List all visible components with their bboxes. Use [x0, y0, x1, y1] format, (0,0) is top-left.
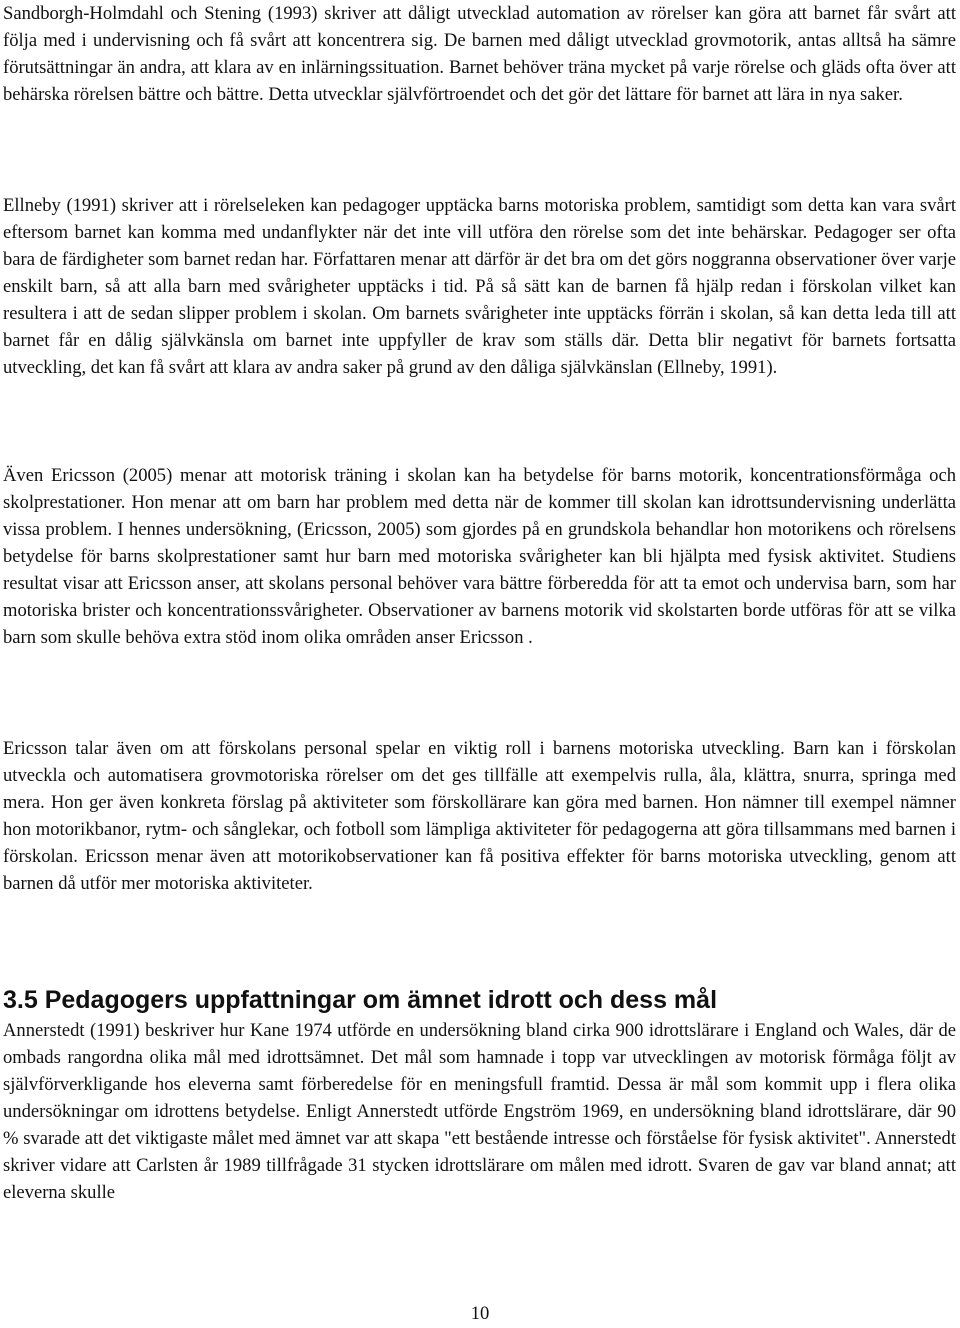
paragraph-ericsson-2005: Även Ericsson (2005) menar att motorisk träning i skolan kan ha betydelse för barns motorik, koncentrationsförmåga och skolprestationer. Hon menar att om barn har problem med detta när de kommer till skolan kan idrottsundervisning underlätta vissa problem. I hennes undersökning, (Ericsson, 2005) som gjordes på en grundskola behandlar hon motorikens och rörelsens betydelse för barns skolprestationer samt hur barn med motoriska svårigheter kan bli hjälpta med fysisk aktivitet. Studiens resultat visar att Ericsson anser, att skolans personal behöver vara bättre förberedda för att ta emot och undervisa barn, som har motoriska brister och koncentrationssvårigheter. Observationer av barnens motorik vid skolstarten borde utföras för att se vilka barn som skulle behöva extra stöd inom olika områden anser Ericsson .: [3, 465, 956, 648]
paragraph-sandborgh: Sandborgh-Holmdahl och Stening (1993) skriver att dåligt utvecklad automation av rörelser kan göra att barnet får svårt att följa med i undervisning och få svårt att koncentrera sig. De barnen med dåligt utvecklad grovmotorik, antas alltså ha sämre förutsättningar än andra, att klara av en inlärningssituation. Barnet behöver träna mycket på varje rörelse och gläds ofta över att behärska rörelsen bättre och bättre. Detta utvecklar självförtroendet och det gör det lättare för barnet att lära in nya saker.: [3, 3, 956, 105]
paragraph-ellneby: Ellneby (1991) skriver att i rörelseleken kan pedagoger upptäcka barns motoriska problem, samtidigt som detta kan vara svårt eftersom barnet kan komma med undanflykter när det inte vill utföra den rörelse som det inte behärskar. Pedagoger ser ofta bara de färdigheter som barnet redan har. Författaren menar att därför är det bra om det görs noggranna observationer över varje enskilt barn, så att alla barn med svårigheter upptäcks i tid. På så sätt kan de barnen få hjälp redan i förskolan vilket kan resultera i att de sedan slipper problem i skolan. Om barnets svårigheter inte upptäcks förrän i skolan, så kan detta leda till att barnet får en dålig självkänsla om barnet inte uppfyller de krav som ställs där. Detta blir negativt för barnets fortsatta utveckling, det kan få svårt att klara av andra saker på grund av den dåliga självkänslan (Ellneby, 1991).: [3, 195, 956, 378]
page-number: 10: [470, 1303, 490, 1324]
paragraph-annerstedt: Annerstedt (1991) beskriver hur Kane 1974 utförde en undersökning bland cirka 900 idrottslärare i England och Wales, där de ombads rangordna olika mål med idrottsämnet. Det mål som hamnade i topp var utvecklingen av motorisk förmåga följt av självförverkligande hos eleverna samt förberedelse för en meningsfull framtid. Dessa är mål som kommit upp i flera olika undersökningar om idrottens betydelse. Enligt Annerstedt utförde Engström 1969, en undersökning bland idrottslärare, där 90 % svarade att det viktigaste målet med ämnet var att skapa "ett bestående intresse och förståelse för fysisk aktivitet". Annerstedt skriver vidare att Carlsten år 1989 tillfrågade 31 stycken idrottslärare om målen med idrott. Svaren de gav var bland annat; att eleverna skulle: [3, 1020, 956, 1203]
paragraph-ericsson-forskola: Ericsson talar även om att förskolans personal spelar en viktig roll i barnens motoriska utveckling. Barn kan i förskolan utveckla och automatisera grovmotoriska rörelser om det ges tillfälle att exempelvis rulla, åla, klättra, snurra, springa med mera. Hon ger även konkreta förslag på aktiviteter som förskollärare kan göra med barnen. Hon nämner till exempel nämner hon motorikbanor, rytm- och sånglekar, och fotboll som lämpliga aktiviteter för pedagogerna att göra tillsammans med barnen i förskolan. Ericsson menar även att motorikobservationer kan få positiva effekter för barns motoriska utveckling, genom att barnen då utför mer motoriska aktiviteter.: [3, 738, 956, 894]
section-heading: 3.5 Pedagogers uppfattningar om ämnet idrott och dess mål: [3, 986, 718, 1014]
